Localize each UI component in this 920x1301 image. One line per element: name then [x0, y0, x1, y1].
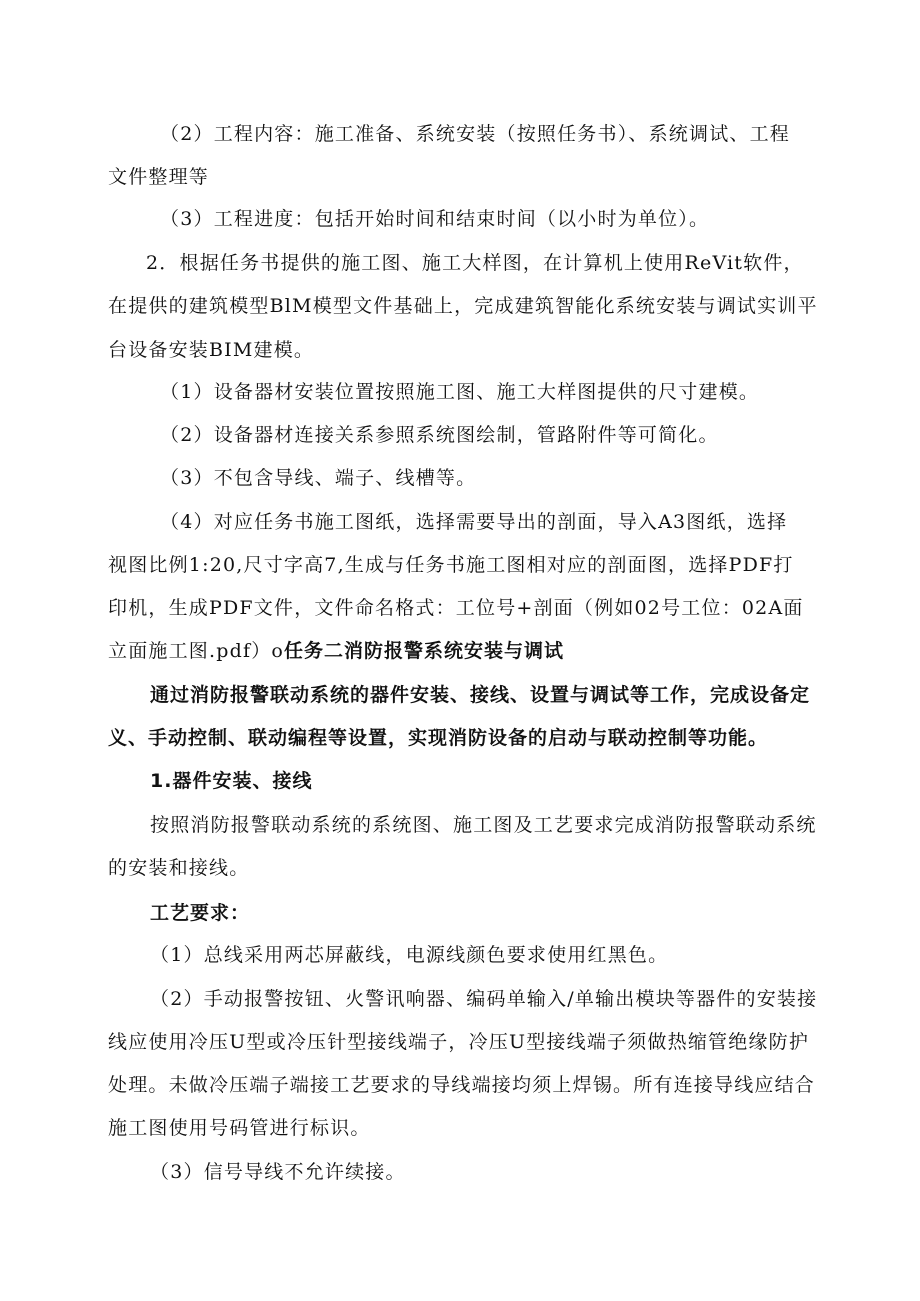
paragraph-line: （2）手动报警按钮、火警讯响器、编码单输入/单输出模块等器件的安装接: [150, 988, 818, 1010]
paragraph-line: [108, 639, 564, 663]
paragraph-line: 线应使用冷压U型或冷压针型接线端子，冷压U型接线端子须做热缩管绝缘防护: [108, 1031, 810, 1053]
paragraph-line: （2）工程内容：施工准备、系统安装（按照任务书）、系统调试、工程: [160, 123, 790, 145]
paragraph-line: 处理。未做冷压端子端接工艺要求的导线端接均须上焊锡。所有连接导线应结合: [108, 1074, 816, 1096]
paragraph-line: 2．根据任务书提供的施工图、施工大样图，在计算机上使用ReVit软件，: [146, 252, 804, 274]
paragraph-line: （3）工程进度：包括开始时间和结束时间（以小时为单位）。: [160, 208, 710, 230]
paragraph-line: 在提供的建筑模型BlM模型文件基础上，完成建筑智能化系统安装与调试实训平: [108, 295, 818, 317]
paragraph-text: 立面施工图.pdf）o: [108, 640, 285, 662]
subsection-heading: 1.器件安装、接线: [150, 770, 313, 792]
section-heading: 任务二消防报警系统安装与调试: [284, 640, 565, 662]
paragraph-line: 按照消防报警联动系统的系统图、施工图及工艺要求完成消防报警联动系统: [150, 814, 817, 836]
paragraph-line: （1）总线采用两芯屏蔽线，电源线颜色要求使用红黑色。: [150, 944, 669, 966]
paragraph-line: 文件整理等: [108, 166, 210, 188]
paragraph-line: （2）设备器材连接关系参照系统图绘制，管路附件等可简化。: [160, 424, 719, 446]
paragraph-line: （4）对应任务书施工图纸，选择需要导出的剖面，导入A3图纸，选择: [160, 511, 788, 533]
paragraph-line: 台设备安装BIM建模。: [108, 339, 315, 361]
section-intro-line: 义、手动控制、联动编程等设置，实现消防设备的启动与联动控制等功能。: [108, 727, 769, 749]
paragraph-line: 施工图使用号码管进行标识。: [108, 1117, 371, 1139]
paragraph-line: （3）信号导线不允许续接。: [150, 1161, 406, 1183]
paragraph-line: （1）设备器材安装位置按照施工图、施工大样图提供的尺寸建模。: [160, 381, 760, 403]
paragraph-line: 的安装和接线。: [108, 857, 250, 879]
paragraph-line: （3）不包含导线、端子、线槽等。: [160, 467, 477, 489]
requirements-heading: 工艺要求：: [150, 902, 251, 924]
paragraph-line: 视图比例1:20,尺寸字高7,生成与任务书施工图相对应的剖面图，选择PDF打: [108, 554, 794, 576]
section-intro-line: 通过消防报警联动系统的器件安装、接线、设置与调试等工作，完成设备定: [150, 684, 811, 706]
paragraph-line: 印机，生成PDF文件，文件命名格式：工位号+剖面（例如02号工位：02A面: [108, 597, 804, 619]
